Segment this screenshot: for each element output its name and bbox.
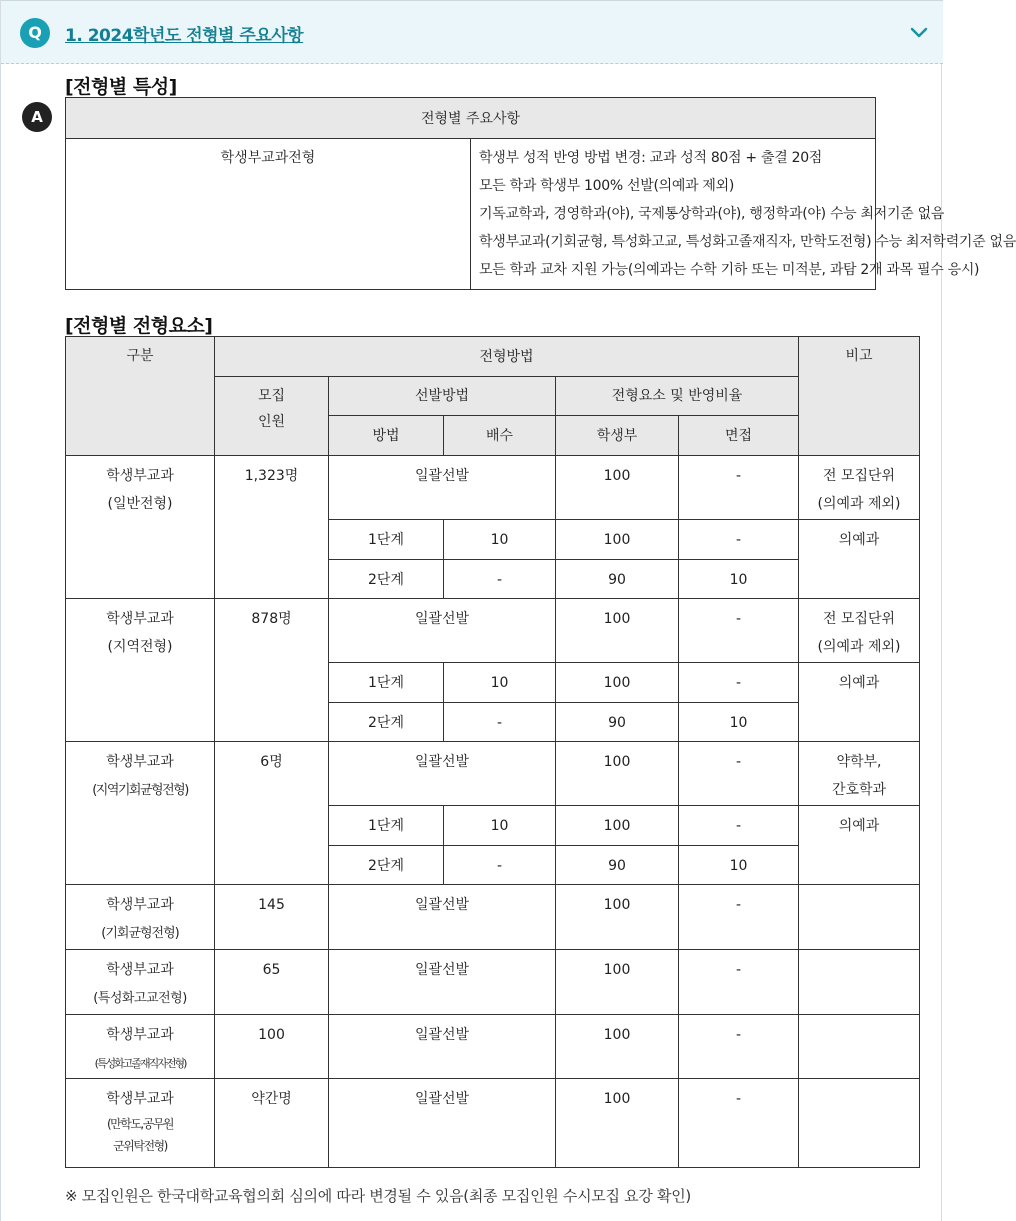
- row-record: 100: [556, 1015, 679, 1079]
- header-elements: 전형요소 및 반영비율: [556, 377, 799, 416]
- row-multiple: -: [444, 560, 556, 599]
- row-step: 1단계: [329, 520, 444, 560]
- table-row: [66, 456, 920, 520]
- chevron-down-icon[interactable]: [907, 20, 931, 44]
- characteristics-list: [471, 139, 1016, 290]
- row-note: [799, 950, 920, 1015]
- row-interview: -: [679, 1079, 799, 1168]
- row-note: [799, 1015, 920, 1079]
- row-name: 학생부교과 (일반전형): [66, 456, 215, 599]
- row-multiple: 10: [444, 663, 556, 703]
- row-step: 1단계: [329, 806, 444, 846]
- row-note: 전 모집단위 (의예과 제외): [799, 456, 920, 520]
- list-item: 기독교학과, 경영학과(야), 국제통상학과(야), 행정학과(야) 수능 최저기준 없음: [479, 206, 945, 222]
- elements-table: [65, 336, 920, 1168]
- row-record: 90: [556, 560, 679, 599]
- header-method: 전형방법: [215, 337, 799, 377]
- row-step: 1단계: [329, 663, 444, 703]
- header-record: 학생부: [556, 416, 679, 456]
- row-multiple: -: [444, 703, 556, 742]
- row-name: 학생부교과 (지역기회균형전형): [66, 742, 215, 885]
- row-quota: 145: [215, 885, 329, 950]
- row-record: 100: [556, 456, 679, 520]
- row-note: [799, 1079, 920, 1168]
- list-item: 모든 학과 학생부 100% 선발(의예과 제외): [479, 178, 735, 194]
- row-record: 100: [556, 742, 679, 806]
- row-interview: 10: [679, 846, 799, 885]
- row-interview: -: [679, 950, 799, 1015]
- row-note: 의예과: [799, 806, 920, 885]
- row-method: 일괄선발: [329, 1015, 556, 1079]
- list-item: 학생부교과(기회균형, 특성화고교, 특성화고졸재직자, 만학도전형) 수능 최저학력기준 없음: [479, 234, 1016, 250]
- table-row: [66, 742, 920, 806]
- row-name: 학생부교과 (특성화고교전형): [66, 950, 215, 1015]
- row-interview: -: [679, 599, 799, 663]
- row-note: 전 모집단위 (의예과 제외): [799, 599, 920, 663]
- row-label: 학생부교과전형: [66, 139, 471, 290]
- row-name: 학생부교과 (만학도,공무원 군위탁전형): [66, 1079, 215, 1168]
- row-interview: -: [679, 885, 799, 950]
- row-interview: -: [679, 520, 799, 560]
- row-record: 100: [556, 885, 679, 950]
- row-multiple: 10: [444, 520, 556, 560]
- table-row: [66, 1079, 920, 1168]
- row-name: 학생부교과 (특성화고졸재직자전형): [66, 1015, 215, 1079]
- row-quota: 약간명: [215, 1079, 329, 1168]
- characteristics-table: [65, 97, 1016, 290]
- list-item: 모든 학과 교차 지원 가능(의예과는 수학 기하 또는 미적분, 과탐 2개 과목 필수 응시): [479, 262, 980, 278]
- row-note: 의예과: [799, 520, 920, 599]
- row-quota: 1,323명: [215, 456, 329, 599]
- row-record: 100: [556, 1079, 679, 1168]
- question-title[interactable]: 1. 2024학년도 전형별 주요사항: [65, 26, 304, 46]
- row-quota: 878명: [215, 599, 329, 742]
- row-multiple: 10: [444, 806, 556, 846]
- row-quota: 65: [215, 950, 329, 1015]
- row-interview: -: [679, 1015, 799, 1079]
- table-row: [66, 599, 920, 663]
- answer-badge: A: [22, 102, 52, 132]
- header-note: 비고: [799, 337, 920, 456]
- row-step: 2단계: [329, 846, 444, 885]
- header-category: 구분: [66, 337, 215, 456]
- row-method: 일괄선발: [329, 1079, 556, 1168]
- row-name: 학생부교과 (기회균형전형): [66, 885, 215, 950]
- row-interview: -: [679, 806, 799, 846]
- row-method: 일괄선발: [329, 599, 556, 663]
- row-note: [799, 885, 920, 950]
- row-interview: -: [679, 456, 799, 520]
- row-interview: 10: [679, 560, 799, 599]
- section-heading-characteristics: [전형별 특성]: [65, 76, 177, 98]
- table-header: 전형별 주요사항: [66, 98, 876, 139]
- header-multiple: 배수: [444, 416, 556, 456]
- row-method: 일괄선발: [329, 885, 556, 950]
- header-selection: 선발방법: [329, 377, 556, 416]
- question-header[interactable]: [1, 0, 943, 64]
- row-method: 일괄선발: [329, 950, 556, 1015]
- row-note: 약학부, 간호학과: [799, 742, 920, 806]
- row-method: 일괄선발: [329, 456, 556, 520]
- row-record: 100: [556, 520, 679, 560]
- row-multiple: -: [444, 846, 556, 885]
- row-record: 90: [556, 703, 679, 742]
- row-name: 학생부교과 (지역전형): [66, 599, 215, 742]
- row-interview: -: [679, 742, 799, 806]
- row-record: 100: [556, 950, 679, 1015]
- table-row: [66, 885, 920, 950]
- row-record: 100: [556, 599, 679, 663]
- header-quota: 모집 인원: [215, 377, 329, 456]
- row-quota: 6명: [215, 742, 329, 885]
- section-heading-elements: [전형별 전형요소]: [65, 315, 213, 337]
- list-item: 학생부 성적 반영 방법 변경: 교과 성적 80점 + 출결 20점: [479, 150, 823, 166]
- row-record: 90: [556, 846, 679, 885]
- row-interview: -: [679, 663, 799, 703]
- row-method: 일괄선발: [329, 742, 556, 806]
- row-step: 2단계: [329, 703, 444, 742]
- question-badge: Q: [20, 18, 50, 48]
- row-quota: 100: [215, 1015, 329, 1079]
- row-step: 2단계: [329, 560, 444, 599]
- row-record: 100: [556, 806, 679, 846]
- footnote: ※ 모집인원은 한국대학교육협의회 심의에 따라 변경될 수 있음(최종 모집인원 수시모집 요강 확인): [65, 1187, 691, 1205]
- table-row: [66, 1015, 920, 1079]
- table-row: [66, 950, 920, 1015]
- row-note: 의예과: [799, 663, 920, 742]
- header-way: 방법: [329, 416, 444, 456]
- row-interview: 10: [679, 703, 799, 742]
- row-record: 100: [556, 663, 679, 703]
- header-interview: 면접: [679, 416, 799, 456]
